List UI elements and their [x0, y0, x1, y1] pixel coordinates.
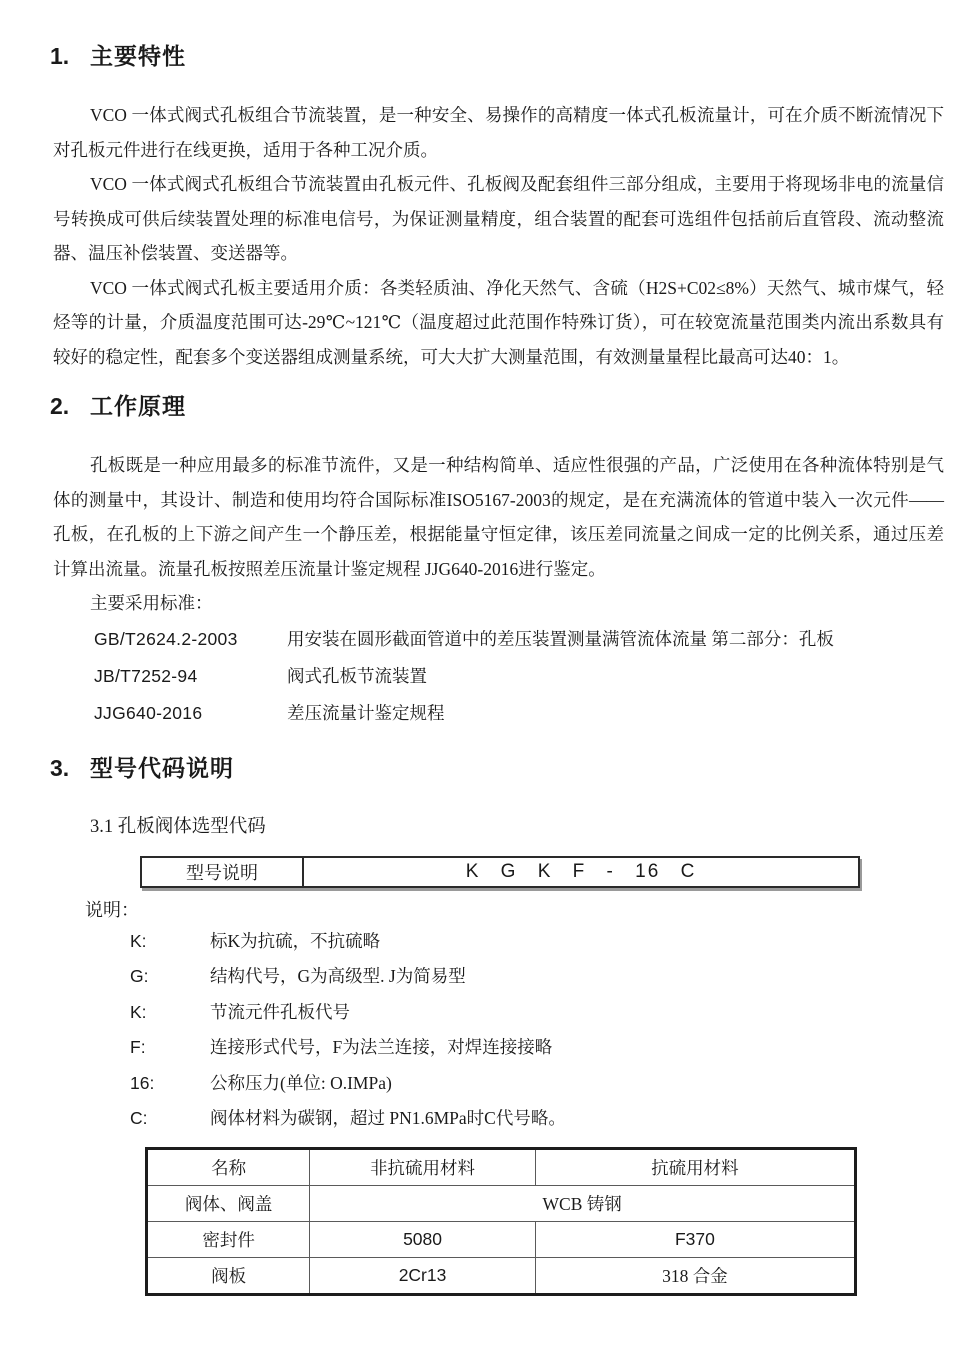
code-explanation-row: [130, 959, 980, 995]
section-2-number: 2.: [50, 393, 70, 419]
code-explanation-row: [130, 995, 980, 1031]
standard-row: [94, 695, 980, 732]
section-2-paragraph-1: 孔板既是一种应用最多的标准节流件，又是一种结构简单、适应性很强的产品，广泛使用在各种流体特别是气体的测量中，其设计、制造和使用均符合国际标准ISO5167-2003的规定，是在充满流体的管道中装入一次元件——孔板，在孔板的上下游之间产生一个静压差，根据能量守恒定律，该压差同流量之间成一定的比例关系，通过压差计算出流量。流量孔板按照差压流量计鉴定规程 JJG640-2016进行鉴定。: [53, 455, 944, 579]
code-key: F:: [130, 1037, 146, 1057]
cell-part-name: 阀板: [147, 1257, 310, 1294]
section-2-heading: [50, 390, 980, 422]
standard-code: JB/T7252-94: [94, 665, 198, 686]
standard-description: 差压流量计鉴定规程: [287, 702, 445, 723]
section-2-title: 工作原理: [90, 393, 186, 419]
section-3-heading: [50, 752, 980, 784]
code-key: K:: [130, 930, 147, 951]
standard-row: [94, 658, 980, 695]
code-description: 节流元件孔板代号: [210, 1001, 350, 1022]
header-cell-name: 名称: [147, 1148, 310, 1185]
code-explanation-row: [130, 1030, 980, 1066]
code-explanation-row: [130, 1066, 980, 1102]
code-description: 标K为抗硫，不抗硫略: [210, 930, 381, 951]
code-description: 连接形式代号，F为法兰连接，对焊连接接略: [210, 1037, 553, 1057]
code-description: 公称压力(单位: O.IMPa): [210, 1072, 392, 1093]
materials-row-seal: [147, 1221, 856, 1257]
code-explanation-row: [130, 924, 980, 960]
section-3-number: 3.: [50, 754, 70, 781]
cell-part-name: 密封件: [147, 1221, 310, 1257]
materials-row-body-bonnet: [147, 1185, 856, 1221]
code-explanation-row: [130, 1101, 980, 1137]
code-description: 阀体材料为碳钢，超过 PN1.6MPa时C代号略。: [210, 1108, 566, 1128]
section-1-paragraph-2: VCO 一体式阀式孔板组合节流装置由孔板元件、孔板阀及配套组件三部分组成，主要用于将现场非电的流量信号转换成可供后续装置处理的标准电信号，为保证测量精度，组合装置的配套可选组件包括前后直管段、流动整流器、温压补偿装置、变送器等。: [53, 174, 944, 263]
cell-material-non-sour: 2Cr13: [310, 1257, 536, 1294]
cell-material-non-sour: 5080: [310, 1221, 536, 1257]
section-1-paragraph-3: VCO 一体式阀式孔板主要适用介质：各类轻质油、净化天然气、含硫（H2S+C02≤8%）天然气、城市煤气，轻烃等的计量，介质温度范围可达-29℃~121℃（温度超过此范围作特殊订货），可在较宽流量范围类内流出系数具有较好的稳定性，配套多个变送器组成测量系统，可大大扩大测量范围，有效测量量程比最高可达40：1。: [53, 277, 944, 367]
cell-material-sour: 318 合金: [535, 1257, 855, 1294]
notes-label: 说明：: [85, 899, 139, 920]
section-1-number: 1.: [50, 43, 70, 69]
code-key: C:: [130, 1108, 148, 1128]
section-1-paragraph-1: VCO 一体式阀式孔板组合节流装置，是一种安全、易操作的高精度一体式孔板流量计，可在介质不断流情况下对孔板元件进行在线更换，适用于各种工况介质。: [53, 105, 944, 160]
materials-table: [145, 1147, 857, 1296]
cell-material-span: WCB 铸钢: [310, 1185, 856, 1221]
section-1-heading: [50, 40, 980, 72]
subsection-3-1-heading: 3.1 孔板阀体选型代码: [90, 816, 266, 837]
code-description: 结构代号，G为高级型. J为简易型: [210, 966, 466, 986]
standards-label: 主要采用标准：: [90, 593, 213, 613]
section-1-title: 主要特性: [90, 43, 186, 69]
model-table-code-cell: K G K F - 16 C: [465, 860, 697, 882]
standard-code: GB/T2624.2-2003: [94, 628, 238, 649]
materials-header-row: [147, 1148, 856, 1185]
header-cell-sour: 抗硫用材料: [535, 1148, 855, 1185]
standard-description: 阀式孔板节流装置: [287, 665, 427, 686]
model-code-table: [140, 856, 860, 888]
header-cell-non-sour: 非抗硫用材料: [310, 1148, 536, 1185]
cell-part-name: 阀体、阀盖: [147, 1185, 310, 1221]
standard-row: [94, 621, 980, 658]
standard-description: 用安装在圆形截面管道中的差压装置测量满管流体流量 第二部分：孔板: [287, 628, 834, 649]
section-3-title: 型号代码说明: [90, 754, 234, 781]
code-key: G:: [130, 966, 149, 986]
code-key: 16:: [130, 1072, 155, 1093]
standard-code: JJG640-2016: [94, 702, 203, 723]
model-table-label-cell: 型号说明: [142, 858, 304, 886]
cell-material-sour: F370: [535, 1221, 855, 1257]
materials-row-plate: [147, 1257, 856, 1294]
code-key: K:: [130, 1001, 147, 1022]
